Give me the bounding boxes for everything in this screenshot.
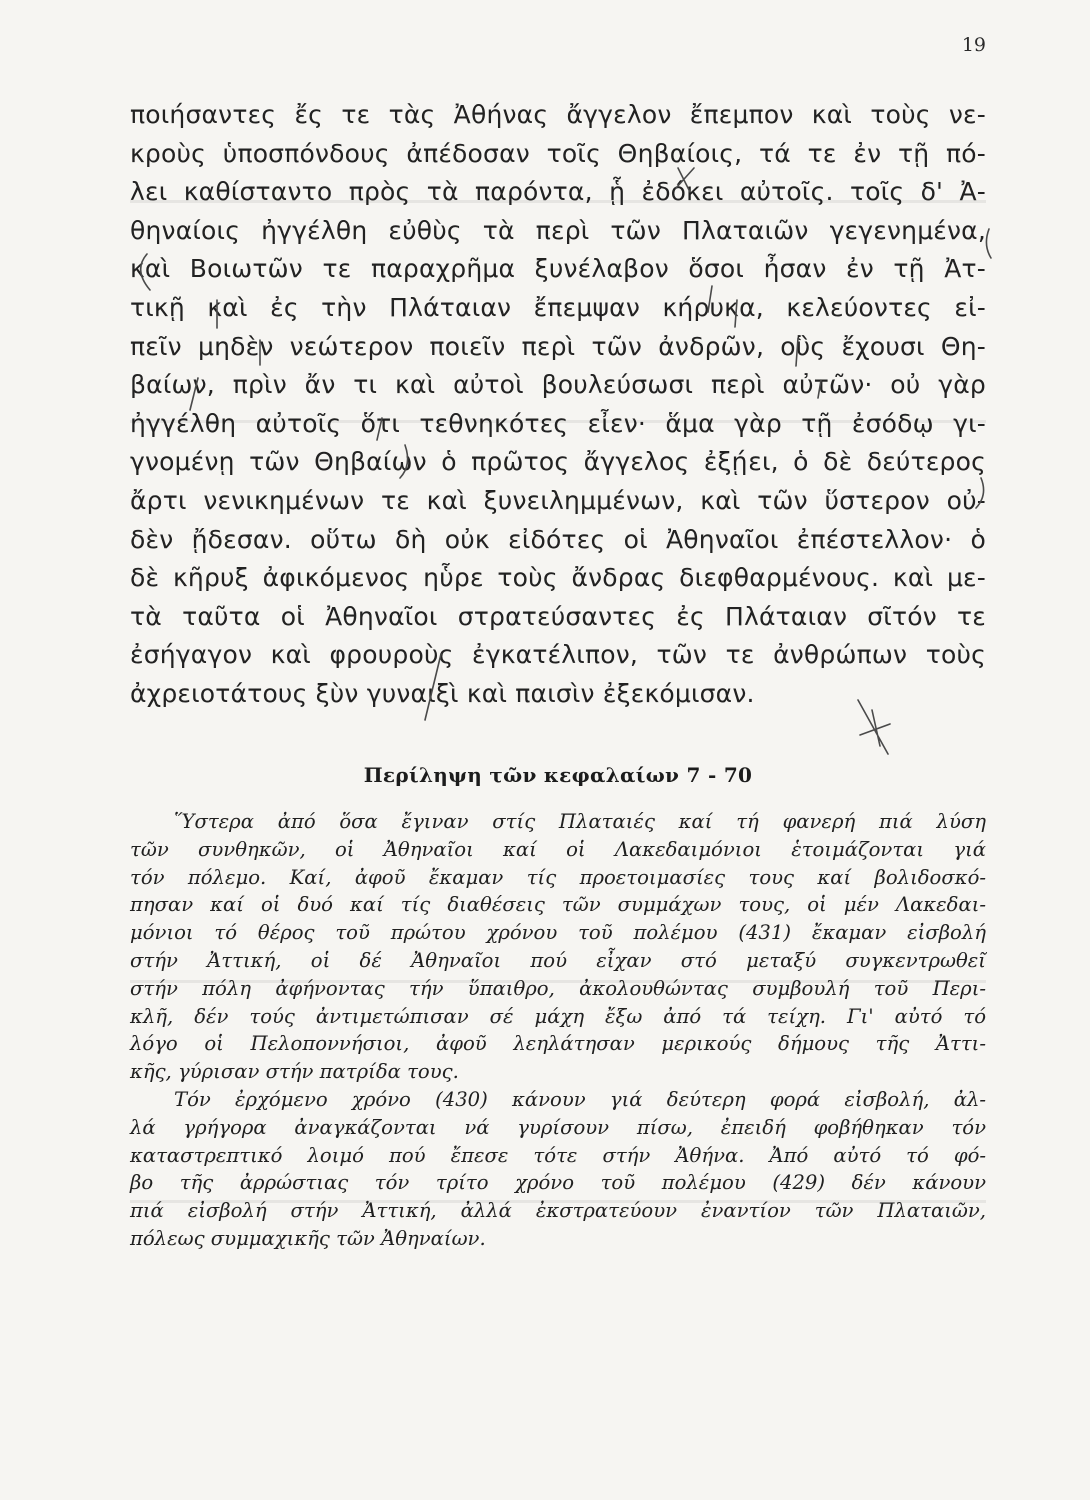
text-line: λει καθίσταντο πρὸς τὰ παρόντα, ᾗ ἐδόκει αὐτοῖς. τοῖς δ' Ἀ- <box>130 177 986 207</box>
text-line: βαίων, πρὶν ἄν τι καὶ αὐτοὶ βουλεύσωσι περὶ αὐτῶν· οὐ γὰρ <box>130 370 986 400</box>
ancient-greek-text <box>130 96 986 714</box>
summary-line: τῶν συνθηκῶν, οἱ Ἀθηναῖοι καί οἱ Λακεδαιμόνιοι ἑτοιμάζονται γιά <box>130 837 986 861</box>
summary-line: Τόν ἐρχόμενο χρόνο (430) κάνουν γιά δεύτερη φορά εἰσβολή, ἀλ- <box>174 1087 986 1111</box>
text-line: πεῖν μηδὲν νεώτερον ποιεῖν περὶ τῶν ἀνδρῶν, οὓς ἔχουσι Θη- <box>130 331 986 361</box>
summary-line: πόλεως συμμαχικῆς τῶν Ἀθηναίων. <box>130 1226 486 1250</box>
text-line: ἀχρειοτάτους ξὺν γυναιξὶ καὶ παισὶν ἐξεκόμισαν. <box>130 678 755 708</box>
summary-line: μόνιοι τό θέρος τοῦ πρώτου χρόνου τοῦ πολέμου (431) ἔκαμαν εἰσβολή <box>130 921 986 945</box>
text-line: θηναίοις ἠγγέλθη εὐθὺς τὰ περὶ τῶν Πλαταιῶν γεγενημένα, <box>130 215 986 245</box>
text-line: δὲν ᾔδεσαν. οὕτω δὴ οὐκ εἰδότες οἱ Ἀθηναῖοι ἐπέστελλον· ὁ <box>130 524 986 554</box>
text-line: ἄρτι νενικημένων τε καὶ ξυνειλημμένων, καὶ τῶν ὕστερον οὐ- <box>130 485 986 515</box>
text-line: καὶ Βοιωτῶν τε παραχρῆμα ξυνέλαβον ὅσοι ἦσαν ἐν τῇ Ἀτ- <box>130 254 986 284</box>
text-line: ποιήσαντες ἔς τε τὰς Ἀθήνας ἄγγελον ἔπεμπον καὶ τοὺς νε- <box>130 100 986 129</box>
summary-line: κῆς, γύρισαν στήν πατρίδα τους. <box>130 1060 459 1084</box>
summary-line: καταστρεπτικό λοιμό πού ἔπεσε τότε στήν Ἀθήνα. Ἀπό αὐτό τό φό- <box>130 1143 986 1167</box>
summary-heading: Περίληψη τῶν κεφαλαίων 7 - 70 <box>363 763 753 787</box>
summary-line: στήν πόλη ἀφήνοντας τήν ὕπαιθρο, ἀκολουθώντας συμβουλή τοῦ Περι- <box>130 976 986 1000</box>
summary-line: κλῆ, δέν τούς ἀντιμετώπισαν σέ μάχη ἔξω ἀπό τά τείχη. Γι' αὐτό τό <box>130 1004 986 1028</box>
summary-line: λά γρήγορα ἀναγκάζονται νά γυρίσουν πίσω, ἐπειδή φοβήθηκαν τόν <box>130 1115 986 1139</box>
text-line: δὲ κῆρυξ ἀφικόμενος ηὗρε τοὺς ἄνδρας διεφθαρμένους. καὶ με- <box>130 563 986 593</box>
page-number: 19 <box>961 34 986 56</box>
pencil-bracket-mark <box>986 229 991 258</box>
summary-line: βο τῆς ἀρρώστιας τόν τρίτο χρόνο τοῦ πολέμου (429) δέν κάνουν <box>130 1171 986 1195</box>
summary-line: πησαν καί οἱ δυό καί τίς διαθέσεις τῶν συμμάχων τους, οἱ μέν Λακεδαι- <box>130 893 986 917</box>
text-line: ἠγγέλθη αὐτοῖς ὅτι τεθνηκότες εἶεν· ἅμα γὰρ τῇ ἐσόδῳ γι- <box>130 408 986 438</box>
chapter-summary <box>130 808 986 1253</box>
summary-line: στήν Ἀττική, οἱ δέ Ἀθηναῖοι πού εἶχαν στό μεταξύ συγκεντρωθεῖ <box>130 948 986 972</box>
text-line: κροὺς ὑποσπόνδους ἀπέδοσαν τοῖς Θηβαίοις, τά τε ἐν τῇ πό- <box>130 138 986 168</box>
summary-line: Ὕστερα ἀπό ὅσα ἔγιναν στίς Πλαταιές καί τή φανερή πιά λύση <box>174 810 986 833</box>
text-line: γνομένῃ τῶν Θηβαίων ὁ πρῶτος ἄγγελος ἐξῄει, ὁ δὲ δεύτερος <box>130 447 986 477</box>
text-line: τὰ ταῦτα οἱ Ἀθηναῖοι στρατεύσαντες ἐς Πλάταιαν σῖτόν τε <box>130 601 986 631</box>
summary-line: πιά εἰσβολή στήν Ἀττική, ἀλλά ἐκστρατεύουν ἐναντίον τῶν Πλαταιῶν, <box>130 1199 986 1223</box>
summary-line: τόν πόλεμο. Καί, ἀφοῦ ἔκαμαν τίς προετοιμασίες τους καί βολιδοσκό- <box>130 865 986 889</box>
summary-line: λόγο οἱ Πελοποννήσιοι, ἀφοῦ λεηλάτησαν μερικούς δήμους τῆς Ἀττι- <box>130 1032 986 1056</box>
text-line: ἐσήγαγον καὶ φρουροὺς ἐγκατέλιπον, τῶν τε ἀνθρώπων τοὺς <box>130 640 986 670</box>
text-line: τικῇ καὶ ἐς τὴν Πλάταιαν ἔπεμψαν κήρυκα, κελεύοντες εἰ- <box>130 292 986 322</box>
